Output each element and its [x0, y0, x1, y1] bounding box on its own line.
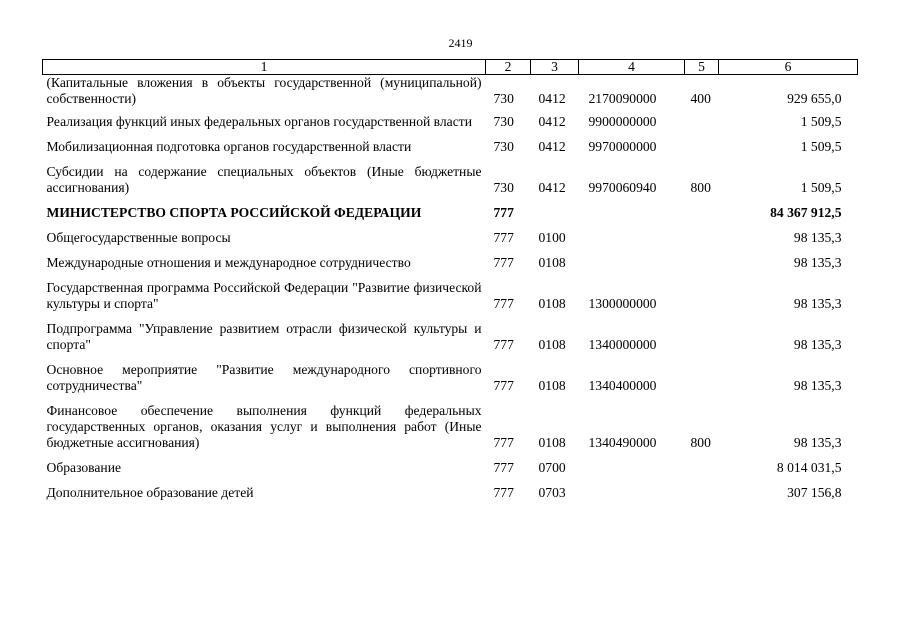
row-glav-code: 730 — [493, 180, 514, 195]
table-row — [43, 321, 858, 362]
table-row — [43, 403, 858, 460]
row-glav-code: 730 — [493, 91, 514, 106]
table-row — [43, 114, 858, 139]
row-target-code: 9970060940 — [588, 180, 657, 195]
table-row — [43, 164, 858, 205]
budget-table — [42, 59, 858, 510]
row-name: (Капитальные вложения в объекты государственной (муниципальной) собственности) — [46, 75, 482, 106]
row-amount: 98 135,3 — [793, 255, 842, 270]
row-expense-type — [685, 114, 719, 139]
row-amount: 98 135,3 — [793, 435, 842, 450]
row-glav-code: 777 — [493, 485, 514, 500]
row-name: Финансовое обеспечение выполнения функций федеральных государственных органов, оказания услуг и выполнения работ (Иные бюджетные ассигнования) — [46, 403, 482, 450]
row-section-code — [531, 205, 579, 230]
header-col-1: 1 — [43, 60, 486, 75]
row-section-code: 0100 — [538, 230, 566, 245]
table-row — [43, 460, 858, 485]
row-section-code: 0108 — [538, 337, 566, 352]
row-name: МИНИСТЕРСТВО СПОРТА РОССИЙСКОЙ ФЕДЕРАЦИИ — [46, 205, 422, 220]
row-expense-type: 800 — [690, 435, 711, 450]
row-target-code: 9970000000 — [588, 139, 657, 154]
table-row — [43, 280, 858, 321]
row-amount: 307 156,8 — [787, 485, 842, 500]
row-amount: 84 367 912,5 — [770, 205, 842, 220]
header-col-2: 2 — [486, 60, 531, 75]
row-section-code: 0412 — [538, 139, 566, 154]
row-amount: 98 135,3 — [793, 378, 842, 393]
table-row — [43, 139, 858, 164]
row-amount: 1 509,5 — [800, 180, 842, 195]
row-section-code: 0412 — [538, 114, 566, 129]
row-target-code — [579, 205, 685, 230]
row-glav-code: 777 — [493, 337, 514, 352]
row-expense-type — [685, 139, 719, 164]
row-section-code: 0108 — [538, 296, 566, 311]
row-target-code — [579, 460, 685, 485]
row-target-code: 1340490000 — [588, 435, 657, 450]
row-glav-code: 777 — [493, 378, 514, 393]
row-target-code: 1340400000 — [588, 378, 657, 393]
header-col-4: 4 — [579, 60, 685, 75]
row-expense-type — [685, 205, 719, 230]
row-expense-type — [685, 280, 719, 321]
row-section-code: 0412 — [538, 91, 566, 106]
row-name: Международные отношения и международное сотрудничество — [46, 255, 411, 270]
row-name: Основное мероприятие "Развитие международного спортивного сотрудничества" — [46, 362, 482, 393]
row-expense-type — [685, 255, 719, 280]
header-row — [43, 60, 858, 75]
row-glav-code: 777 — [493, 205, 514, 220]
row-expense-type — [685, 321, 719, 362]
table-row — [43, 362, 858, 403]
row-name: Субсидии на содержание специальных объектов (Иные бюджетные ассигнования) — [46, 164, 482, 195]
row-expense-type: 400 — [690, 91, 711, 106]
row-section-code: 0700 — [538, 460, 566, 475]
row-section-code: 0108 — [538, 255, 566, 270]
row-glav-code: 777 — [493, 255, 514, 270]
row-glav-code: 777 — [493, 296, 514, 311]
table-body — [43, 75, 858, 511]
row-target-code: 2170090000 — [588, 91, 657, 106]
row-amount: 98 135,3 — [793, 296, 842, 311]
row-glav-code: 730 — [493, 114, 514, 129]
page-number: 2419 — [448, 36, 473, 50]
row-amount: 98 135,3 — [793, 337, 842, 352]
header-col-6: 6 — [719, 60, 858, 75]
row-glav-code: 730 — [493, 139, 514, 154]
row-name: Мобилизационная подготовка органов государственной власти — [46, 139, 412, 154]
row-glav-code: 777 — [493, 460, 514, 475]
row-expense-type — [685, 362, 719, 403]
row-expense-type — [685, 230, 719, 255]
row-name: Общегосударственные вопросы — [46, 230, 231, 245]
row-target-code: 1340000000 — [588, 337, 657, 352]
row-section-code: 0412 — [538, 180, 566, 195]
row-name: Дополнительное образование детей — [46, 485, 254, 500]
header-col-3: 3 — [531, 60, 579, 75]
row-name: Реализация функций иных федеральных органов государственной власти — [46, 114, 472, 129]
row-section-code: 0703 — [538, 485, 566, 500]
row-target-code — [579, 485, 685, 510]
table-row — [43, 75, 858, 115]
table-row — [43, 485, 858, 510]
table-header — [43, 60, 858, 75]
row-amount: 8 014 031,5 — [776, 460, 842, 475]
header-col-5: 5 — [685, 60, 719, 75]
row-glav-code: 777 — [493, 435, 514, 450]
row-amount: 98 135,3 — [793, 230, 842, 245]
row-name: Подпрограмма "Управление развитием отрасли физической культуры и спорта" — [46, 321, 482, 352]
row-amount: 1 509,5 — [800, 114, 842, 129]
row-amount: 929 655,0 — [787, 91, 842, 106]
row-target-code: 1300000000 — [588, 296, 657, 311]
row-target-code: 9900000000 — [588, 114, 657, 129]
table-row — [43, 255, 858, 280]
row-section-code: 0108 — [538, 435, 566, 450]
row-expense-type — [685, 460, 719, 485]
row-amount: 1 509,5 — [800, 139, 842, 154]
row-glav-code: 777 — [493, 230, 514, 245]
row-name: Государственная программа Российской Федерации "Развитие физической культуры и спорта" — [46, 280, 482, 311]
table-row-ministry — [43, 205, 858, 230]
row-section-code: 0108 — [538, 378, 566, 393]
row-expense-type — [685, 485, 719, 510]
row-target-code — [579, 230, 685, 255]
row-expense-type: 800 — [690, 180, 711, 195]
row-target-code — [579, 255, 685, 280]
table-row — [43, 230, 858, 255]
row-name: Образование — [46, 460, 122, 475]
